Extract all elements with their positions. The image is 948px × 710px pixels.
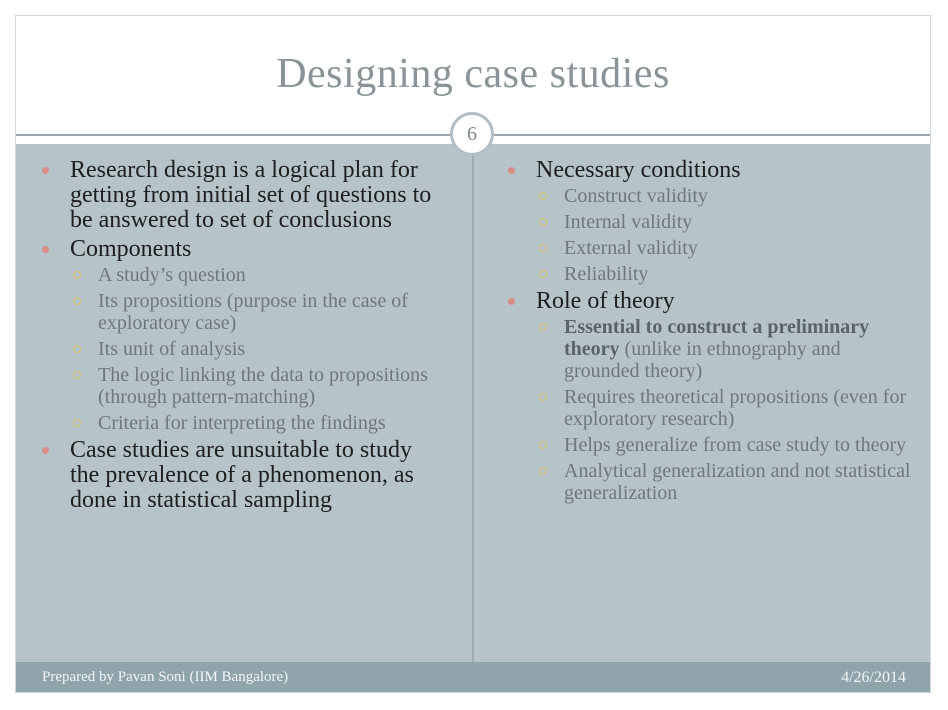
footer [16,662,930,692]
column-divider [472,144,474,662]
sub-bullet-text: (unlike in ethnography and grounded theory) [564,338,841,382]
content-area [16,144,930,662]
sub-bullet: Analytical generalization and not statistical generalization [536,460,912,504]
bullet-text: Research design is a logical plan for getting from initial set of questions to be answered to set of conclusions [70,157,432,233]
sub-bullet: Its propositions (purpose in the case of exploratory case) [70,290,436,334]
slide [15,15,931,693]
footer-author: Prepared by Pavan Soni (IIM Bangalore) [42,669,289,685]
emphasis-text: Essential to construct a preliminary theory [564,316,870,360]
sub-bullet: Its unit of analysis [70,338,436,360]
components-list [70,264,436,434]
theory-list [536,316,912,504]
right-column [502,158,912,508]
conditions-list [536,185,912,285]
sub-bullet: Construct validity [536,185,912,207]
bullet-necessary-conditions [502,158,912,285]
left-column [36,158,436,517]
page-number-badge: 6 [450,112,494,156]
slide-title: Designing case studies [276,51,670,97]
bullet-text: Components [70,236,192,262]
bullet-text: Case studies are unsuitable to study the prevalence of a phenomenon, as done in statistical sampling [70,437,414,513]
sub-bullet: Internal validity [536,211,912,233]
sub-bullet: A study’s question [70,264,436,286]
bullet-components [36,237,436,434]
bullet-research-design [36,158,436,233]
sub-bullet: External validity [536,237,912,259]
footer-date: 4/26/2014 [841,669,906,686]
sub-bullet: Helps generalize from case study to theory [536,434,912,456]
sub-bullet [536,316,912,382]
bullet-text: Role of theory [536,288,675,314]
sub-bullet: The logic linking the data to propositions (through pattern-matching) [70,364,436,408]
sub-bullet: Reliability [536,263,912,285]
sub-bullet: Criteria for interpreting the findings [70,412,436,434]
bullet-role-of-theory [502,289,912,504]
bullet-text: Necessary conditions [536,157,741,183]
bullet-case-studies-unsuitable [36,438,436,513]
sub-bullet: Requires theoretical propositions (even for exploratory research) [536,386,912,430]
